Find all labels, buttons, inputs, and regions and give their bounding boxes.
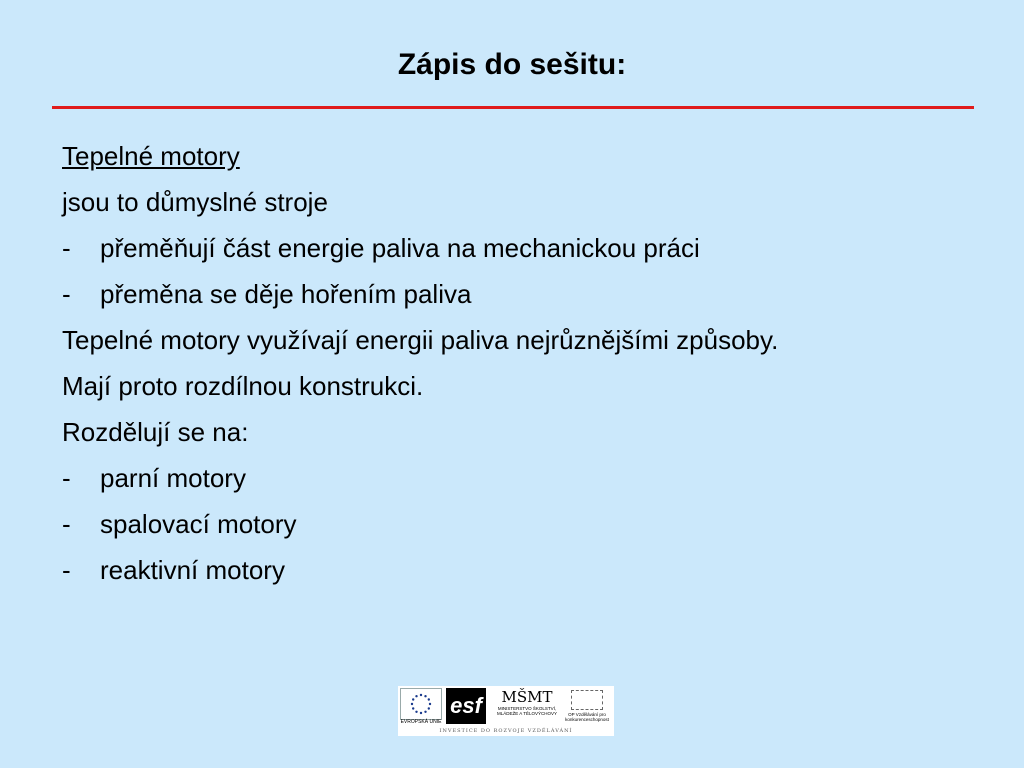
bullet-item	[62, 554, 962, 586]
funding-logo-strip	[398, 686, 614, 736]
content-heading: Tepelné motory	[62, 141, 240, 171]
op-logo	[564, 688, 610, 724]
eu-label: EVROPSKÁ UNIE	[400, 719, 442, 725]
bullet-text: parní motory	[100, 463, 246, 493]
title-divider	[52, 106, 974, 109]
bullet-text: reaktivní motory	[100, 555, 285, 585]
bullet-item	[62, 278, 962, 310]
msmt-mark: MŠMT	[501, 688, 553, 706]
msmt-label: MINISTERSTVO ŠKOLSTVÍ, MLÁDEŽE A TĚLOVÝCHOVY	[497, 706, 557, 716]
bullet-text: přeměňují část energie paliva na mechanickou práci	[100, 233, 700, 263]
bullet-item	[62, 462, 962, 494]
content-line: jsou to důmyslné stroje	[62, 187, 328, 217]
bullet-text: přeměna se děje hořením paliva	[100, 279, 472, 309]
bullet-marker: -	[62, 555, 71, 585]
bullet-item	[62, 232, 962, 264]
content-line: Mají proto rozdílnou konstrukci.	[62, 371, 424, 401]
bullet-marker: -	[62, 233, 71, 263]
op-emblem-icon	[571, 690, 603, 710]
esf-logo: esf	[446, 688, 486, 724]
content-line: Rozdělují se na:	[62, 417, 249, 447]
op-label: OP Vzdělávání pro konkurenceschopnost	[565, 712, 609, 722]
bullet-item	[62, 508, 962, 540]
bullet-marker: -	[62, 463, 71, 493]
bullet-marker: -	[62, 279, 71, 309]
slide-title: Zápis do sešitu:	[397, 48, 627, 81]
bullet-marker: -	[62, 509, 71, 539]
msmt-logo	[496, 688, 558, 724]
bullet-text: spalovací motory	[100, 509, 297, 539]
content-line: Tepelné motory využívají energii paliva nejrůznějšími způsoby.	[62, 325, 779, 355]
eu-flag-icon	[400, 688, 442, 720]
logo-tagline: INVESTICE DO ROZVOJE VZDĚLÁVÁNÍ	[439, 728, 573, 734]
slide-content	[62, 140, 962, 600]
